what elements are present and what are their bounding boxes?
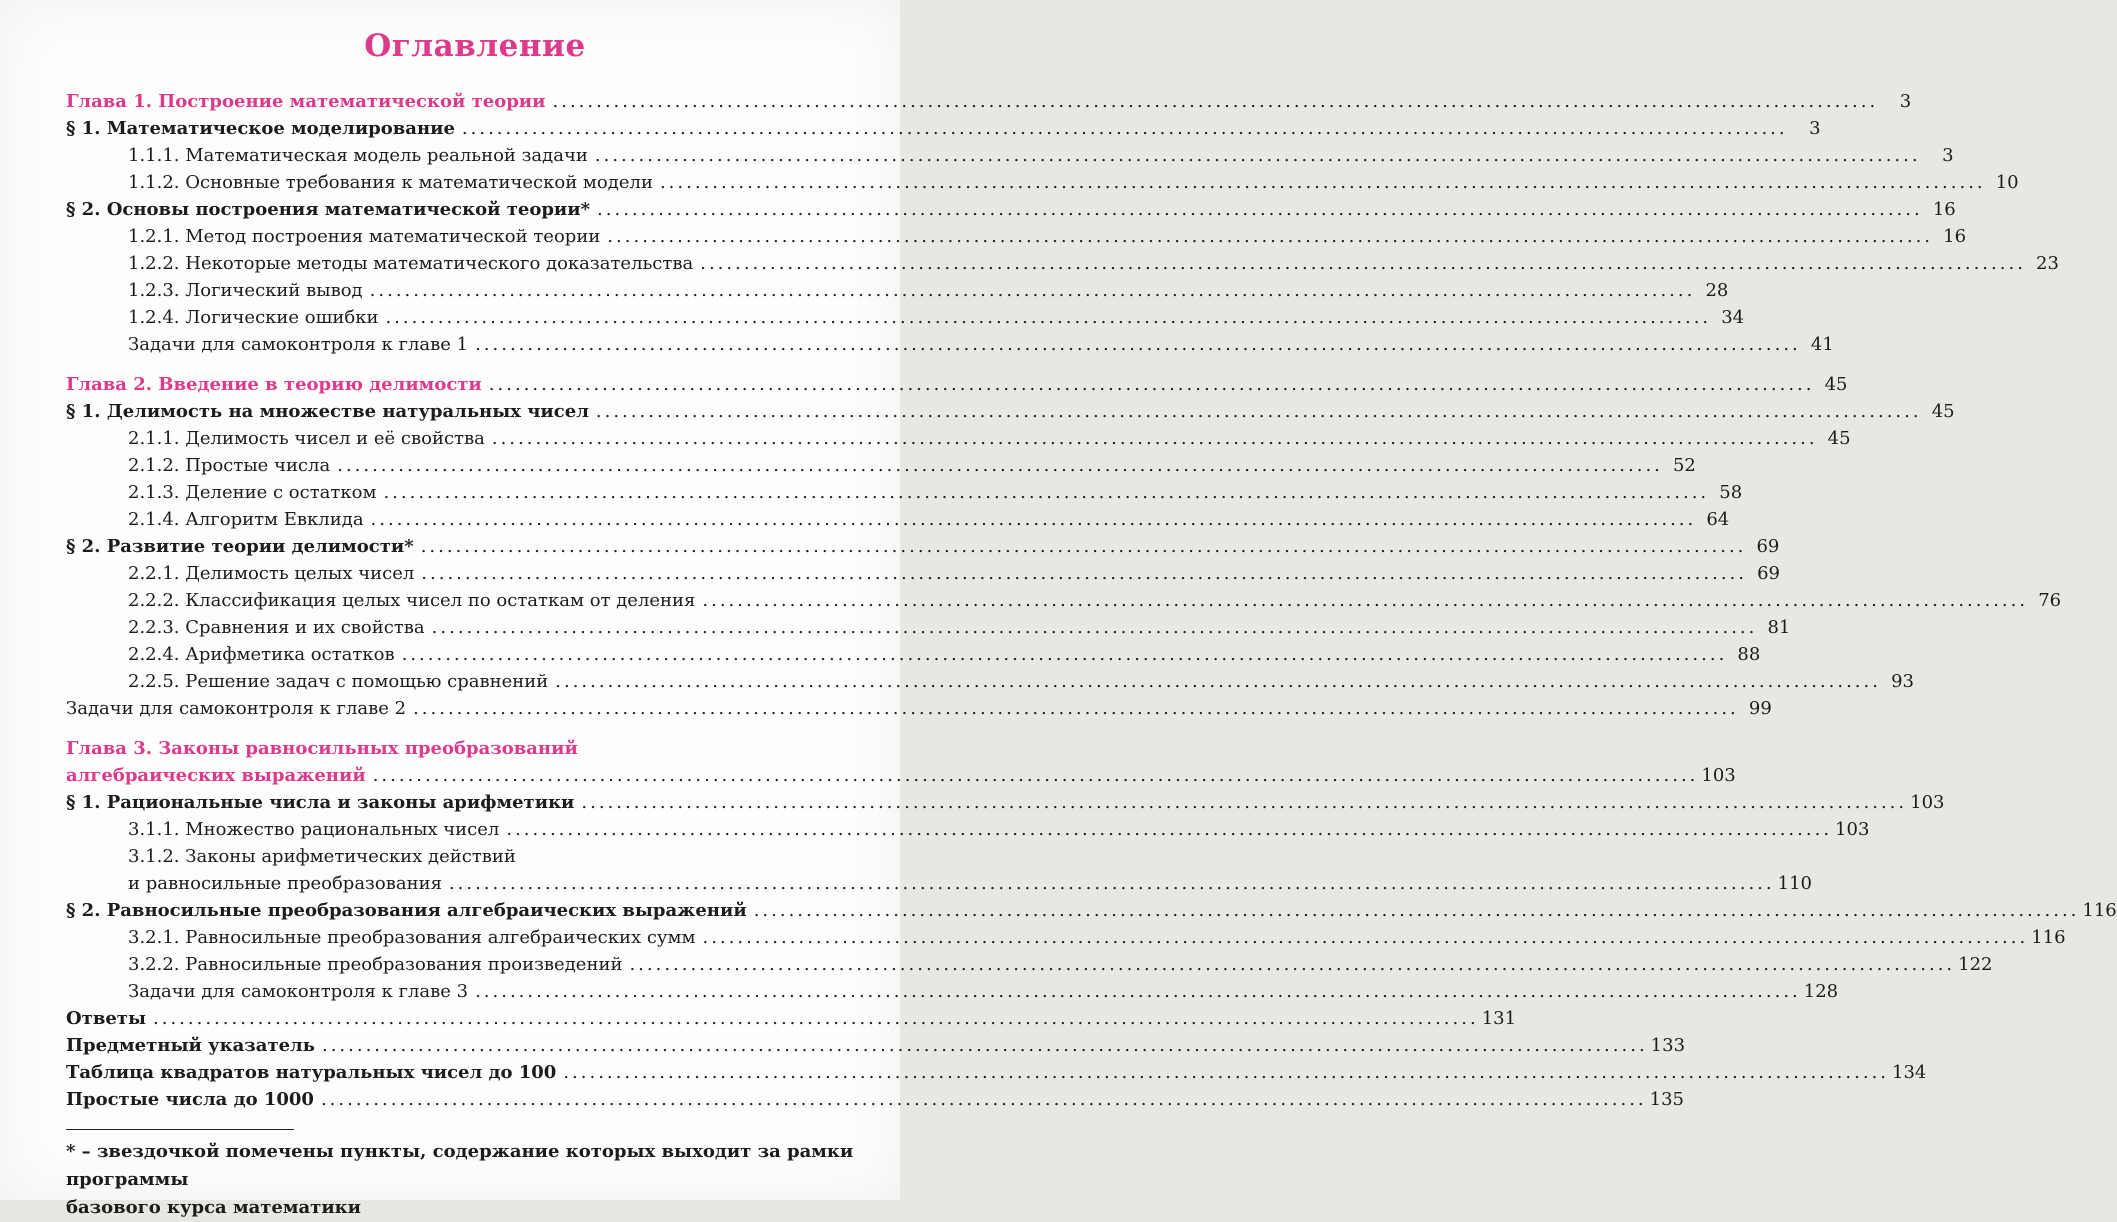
page-number: 128 [1803, 981, 1839, 1002]
toc-entry [66, 331, 1834, 358]
toc-entry [66, 1005, 1517, 1032]
dot-leader [462, 115, 1788, 142]
entry-title: Задачи для самоконтроля к главе 1 [128, 334, 469, 355]
page-number: 28 [1705, 280, 1729, 301]
toc-entry [66, 924, 2066, 951]
entry-title: 3.1.2. Законы арифметических действий [128, 846, 516, 867]
entry-title: 3.1.1. Множество рациональных чисел [128, 819, 500, 840]
entry-title: 2.2.4. Арифметика остатков [128, 644, 395, 665]
page-number: 3 [1942, 145, 1954, 166]
page-number: 81 [1767, 617, 1791, 638]
entry-title: 1.1.1. Математическая модель реальной задачи [128, 145, 588, 166]
toc-entry-line [128, 951, 1993, 978]
dot-leader [413, 695, 1739, 722]
page-number: 110 [1777, 873, 1812, 894]
entry-title: 2.1.3. Деление с остатком [128, 482, 377, 503]
toc-entry-line [128, 277, 1729, 304]
dot-leader [421, 533, 1747, 560]
toc-entry-line [66, 1032, 1686, 1059]
dot-leader [385, 304, 1711, 331]
toc-entry [66, 695, 1772, 722]
entry-title: Глава 1. Построение математической теории [66, 91, 546, 112]
page-number: 45 [1827, 428, 1851, 449]
toc-entry-line [128, 425, 1851, 452]
toc-entry [66, 789, 1945, 816]
toc-entry [66, 304, 1745, 331]
page-number: 69 [1756, 536, 1780, 557]
entry-title: § 2. Равносильные преобразования алгебраических выражений [66, 900, 747, 921]
entry-title: и равносильные преобразования [128, 873, 442, 894]
toc-entry [66, 371, 1848, 398]
toc-entry [66, 1059, 1927, 1086]
page-number: 23 [2036, 253, 2059, 274]
toc-entry-line [66, 371, 1848, 398]
toc-entry-line [128, 560, 1780, 587]
toc-entry-first-line [128, 843, 884, 870]
page-number: 103 [1835, 819, 1870, 840]
entry-title: 2.1.4. Алгоритм Евклида [128, 509, 364, 530]
toc-entry-line [128, 978, 1839, 1005]
toc-entry-line [128, 223, 1967, 250]
toc-entry-line [128, 870, 1812, 897]
entry-title: 1.2.2. Некоторые методы математического доказательства [128, 253, 694, 274]
dot-leader [581, 789, 1907, 816]
page-number: 116 [2031, 927, 2066, 948]
page-number: 41 [1810, 334, 1834, 355]
dot-leader [629, 951, 1955, 978]
page-number: 133 [1650, 1035, 1686, 1056]
toc-entry-line [128, 479, 1743, 506]
entry-title: § 1. Математическое моделирование [66, 118, 455, 139]
toc-entry [66, 250, 2059, 277]
dot-leader [506, 816, 1832, 843]
toc-entry-line [66, 533, 1780, 560]
entry-title: 2.2.5. Решение задач с помощью сравнений [128, 671, 549, 692]
page-number: 99 [1748, 698, 1772, 719]
toc-entry [66, 196, 1956, 223]
dot-leader [432, 614, 1758, 641]
toc-entry-line [128, 169, 2019, 196]
toc-entry-line [128, 816, 1870, 843]
entry-title: 2.2.2. Классификация целых чисел по остаткам от деления [128, 590, 696, 611]
toc-entry [66, 668, 1914, 695]
toc-entry-line [128, 641, 1761, 668]
toc-entry-line [128, 452, 1696, 479]
entry-title: Таблица квадратов натуральных чисел до 100 [66, 1062, 557, 1083]
toc-entry-line [128, 506, 1730, 533]
toc-entry [66, 425, 1851, 452]
toc-entry-line [66, 762, 1736, 789]
dot-leader [555, 668, 1881, 695]
entry-title: 1.2.1. Метод построения математической теории [128, 226, 601, 247]
page-number: 45 [1931, 401, 1955, 422]
dot-leader [383, 479, 1709, 506]
page-number: 69 [1757, 563, 1780, 584]
toc-entry-line [128, 587, 2062, 614]
page-number: 116 [2082, 900, 2117, 921]
toc-entry [66, 533, 1780, 560]
toc-entry-line [66, 398, 1955, 425]
toc-entry-line [128, 304, 1745, 331]
toc-entry-line [128, 614, 1791, 641]
entry-title: § 1. Рациональные числа и законы арифметики [66, 792, 575, 813]
entry-title: Глава 3. Законы равносильных преобразований [66, 738, 578, 759]
page-number: 58 [1719, 482, 1743, 503]
page-number: 88 [1737, 644, 1761, 665]
dot-leader [596, 398, 1922, 425]
entry-title: § 1. Делимость на множестве натуральных чисел [66, 401, 589, 422]
dot-leader [754, 897, 2080, 924]
page-number: 16 [1932, 199, 1956, 220]
toc-entry-line [66, 789, 1945, 816]
dot-leader [475, 331, 1801, 358]
toc-entry [66, 169, 2019, 196]
toc-entry-line [66, 897, 2117, 924]
dot-leader [337, 452, 1663, 479]
toc-entry [66, 560, 1780, 587]
toc-entry [66, 897, 2117, 924]
dot-leader [373, 762, 1699, 789]
toc-entry [66, 614, 1791, 641]
toc-entry-first-line [66, 735, 884, 762]
page-number: 3 [1809, 118, 1821, 139]
entry-title: Глава 2. Введение в теорию делимости [66, 374, 482, 395]
page-number: 45 [1824, 374, 1848, 395]
entry-title: § 2. Развитие теории делимости* [66, 536, 414, 557]
dot-leader [702, 587, 2028, 614]
dot-leader [597, 196, 1923, 223]
toc-entry [66, 951, 1993, 978]
toc-entry-line [66, 1059, 1927, 1086]
footnote-divider [66, 1129, 294, 1130]
footnote-line-2: базового курса математики [66, 1197, 362, 1218]
page-number: 93 [1891, 671, 1914, 692]
page-number: 34 [1721, 307, 1745, 328]
toc-entry [66, 587, 2062, 614]
entry-title: 2.2.1. Делимость целых чисел [128, 563, 415, 584]
page-number: 52 [1672, 455, 1696, 476]
dot-leader [449, 870, 1775, 897]
page-number: 122 [1958, 954, 1993, 975]
toc-entry [66, 479, 1743, 506]
entry-title: Задачи для самоконтроля к главе 2 [66, 698, 407, 719]
entry-title: Предметный указатель [66, 1035, 315, 1056]
dot-leader [322, 1032, 1648, 1059]
entry-title: 1.2.4. Логические ошибки [128, 307, 379, 328]
page-number: 10 [1995, 172, 2019, 193]
page-number: 134 [1892, 1062, 1927, 1083]
dot-leader [371, 506, 1697, 533]
dot-leader [595, 142, 1921, 169]
page-number: 103 [1910, 792, 1945, 813]
toc-entry [66, 398, 1955, 425]
footnote [66, 1129, 884, 1222]
entry-title: Ответы [66, 1008, 146, 1029]
toc-entry [66, 452, 1696, 479]
page-number: 64 [1706, 509, 1730, 530]
footnote-line-1: * – звездочкой помечены пункты, содержание которых выходит за рамки программы [66, 1141, 854, 1190]
toc-entry [66, 978, 1839, 1005]
dot-leader [475, 978, 1801, 1005]
dot-leader [489, 371, 1815, 398]
toc-entry [66, 816, 1870, 843]
page-title: Оглавление [364, 28, 586, 64]
toc-entry-line [66, 88, 1912, 115]
page-number: 103 [1701, 765, 1736, 786]
dot-leader [153, 1005, 1479, 1032]
page-number: 131 [1481, 1008, 1517, 1029]
toc-entry-line [128, 331, 1834, 358]
page-number: 3 [1899, 91, 1912, 112]
toc-entry [66, 88, 1912, 115]
toc-entry-line [66, 115, 1821, 142]
toc-entry [66, 223, 1967, 250]
toc-entry-line [128, 250, 2059, 277]
entry-title: 2.1.1. Делимость чисел и её свойства [128, 428, 485, 449]
dot-leader [700, 250, 2026, 277]
toc-entry-line [128, 142, 1954, 169]
dot-leader [553, 88, 1879, 115]
entry-title: 1.2.3. Логический вывод [128, 280, 363, 301]
entry-title: Задачи для самоконтроля к главе 3 [128, 981, 469, 1002]
toc-entry-line [66, 196, 1956, 223]
entry-title: 3.2.2. Равносильные преобразования произведений [128, 954, 623, 975]
toc-list [66, 88, 2117, 1113]
toc-entry [66, 115, 1821, 142]
entry-title: Простые числа до 1000 [66, 1089, 314, 1110]
toc-entry-line [128, 924, 2066, 951]
dot-leader [703, 924, 2029, 951]
toc-entry [66, 1032, 1686, 1059]
toc-entry-line [66, 1005, 1517, 1032]
dot-leader [563, 1059, 1889, 1086]
page-number: 135 [1649, 1089, 1685, 1110]
dot-leader [660, 169, 1986, 196]
toc-entry [66, 142, 1954, 169]
entry-title: 2.1.2. Простые числа [128, 455, 331, 476]
dot-leader [402, 641, 1728, 668]
toc-entry [66, 843, 1812, 897]
page-number: 16 [1943, 226, 1967, 247]
dot-leader [421, 560, 1747, 587]
entry-title: 1.1.2. Основные требования к математической модели [128, 172, 653, 193]
dot-leader [492, 425, 1818, 452]
dot-leader [607, 223, 1933, 250]
toc-entry [66, 277, 1729, 304]
dot-leader [370, 277, 1696, 304]
entry-title: § 2. Основы построения математической теории* [66, 199, 591, 220]
entry-title: 3.2.1. Равносильные преобразования алгебраических сумм [128, 927, 696, 948]
toc-entry-line [128, 668, 1914, 695]
toc-entry [66, 641, 1761, 668]
toc-entry [66, 506, 1730, 533]
toc-entry-line [66, 695, 1772, 722]
dot-leader [321, 1086, 1647, 1113]
toc-entry-line [66, 1086, 1685, 1113]
entry-title: 2.2.3. Сравнения и их свойства [128, 617, 425, 638]
toc-entry [66, 735, 1736, 789]
page-number: 76 [2038, 590, 2062, 611]
toc-entry [66, 1086, 1685, 1113]
entry-title: алгебраических выражений [66, 765, 366, 786]
